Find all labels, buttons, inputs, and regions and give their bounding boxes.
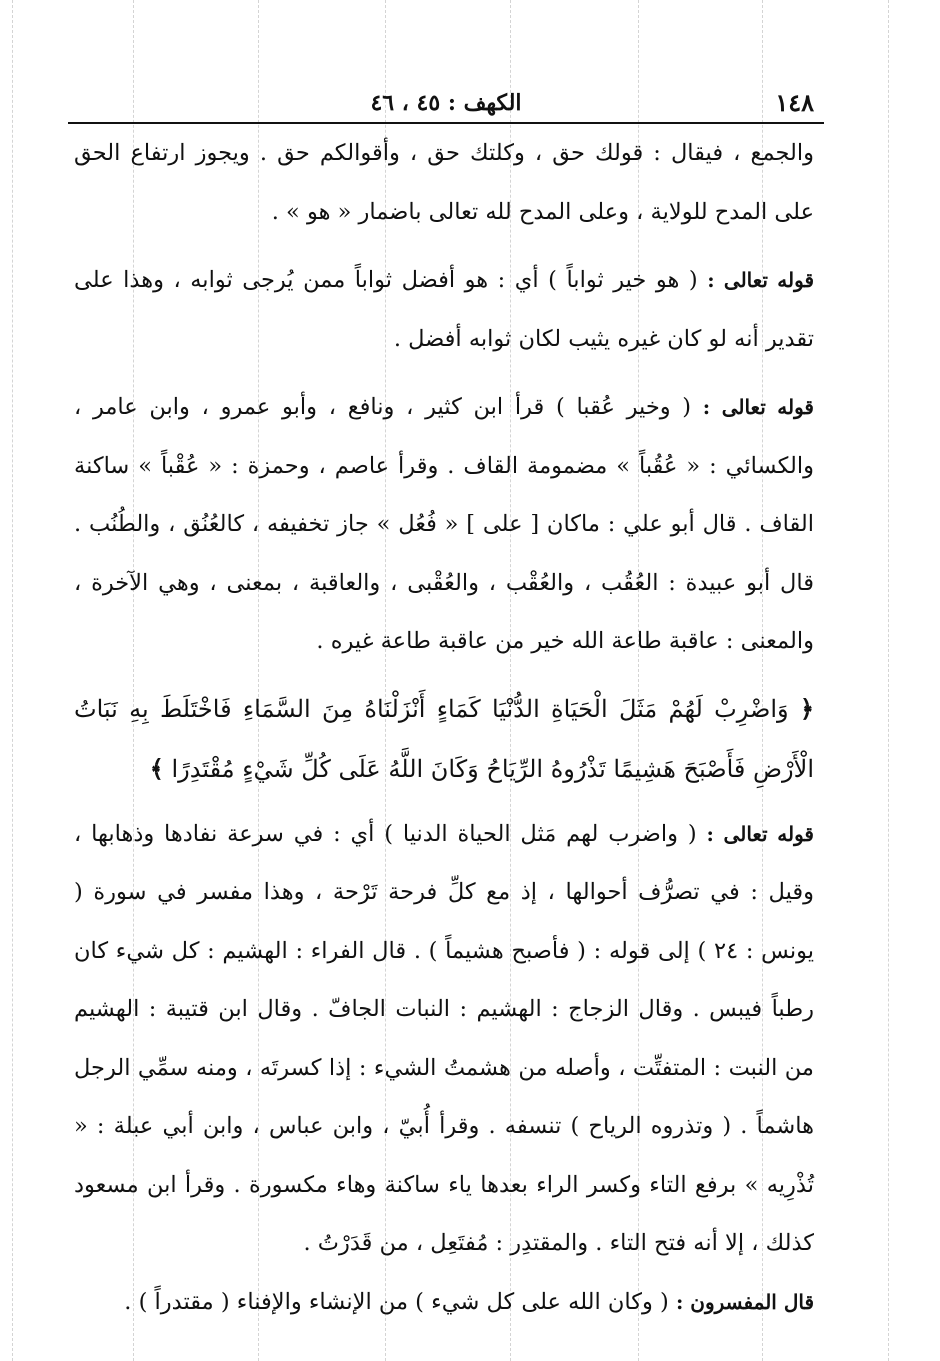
verse-text: وَاضْرِبْ لَهُمْ مَثَلَ الْحَيَاةِ الدُّنْيَا كَمَاءٍ أَنْزَلْنَاهُ مِنَ السَّمَاءِ فَاخْتَلَطَ بِهِ نَبَاتُ الْأَرْضِ فَأَصْبَحَ هَشِيمًا تَذْرُوهُ الرِّيَاحُ وَكَانَ اللَّهُ عَلَى كُلِّ شَيْءٍ مُقْتَدِرًا: [74, 694, 814, 783]
book-page: [68, 80, 824, 1331]
page-body: [68, 124, 824, 1331]
paragraph: [74, 124, 814, 241]
guide-line: [888, 0, 889, 1361]
paragraph: [74, 378, 814, 671]
paragraph-text: ( وكان الله على كل شيء ) من الإنشاء والإفناء ( مقتدراً ) .: [124, 1288, 669, 1315]
paragraph-lead: قوله تعالى :: [707, 268, 815, 292]
paragraph: [74, 805, 814, 1273]
paragraph-lead: قال المفسرون :: [675, 1289, 814, 1314]
paragraph-text: والجمع ، فيقال : قولك حق ، وكلتك حق ، وأقوالكم حق . ويجوز ارتفاع الحق على المدح للولاية ، وعلى المدح لله تعالى باضمار « هو » .: [74, 140, 814, 225]
page-number: ١٤٨: [775, 88, 814, 117]
paragraph-text: ( وخير عُقبا ) قرأ ابن كثير ، ونافع ، وأبو عمرو ، وابن عامر ، والكسائي : « عُقُباً » مضمومة القاف . وقرأ عاصم ، وحمزة : « عُقْباً » ساكنة القاف . قال أبو علي : ماكان [ على ] « فُعُل » جاز تخفيفه ، كالعُنُق ، والطُنُب . قال أبو عبيدة : العُقُب ، والعُقْب ، والعُقْبى ، والعاقبة ، بمعنى ، وهي الآخرة ، والمعنى : عاقبة طاعة الله خير من عاقبة طاعة غيره .: [74, 394, 814, 654]
running-title: الكهف : ٤٥ ، ٤٦: [370, 90, 522, 116]
verse-open-bracket: ﴿: [799, 693, 814, 723]
paragraph: [74, 1273, 814, 1332]
paragraph-text: ( واضرب لهم مَثل الحياة الدنيا ) أي : في سرعة نفادها وذهابها ، وقيل : في تصرُّف أحوالها ، إذ مع كلِّ فرحة تَرْحة ، وهذا مفسر في سورة ( يونس : ٢٤ ) إلى قوله : ( فأصبح هشيماً ) . قال الفراء : الهشيم : كل شيء كان رطباً فيبس . وقال الزجاج : الهشيم : النبات الجافّ . وقال ابن قتيبة : الهشيم من النبت : المتفتِّت ، وأصله من هشمتُ الشيء : إذا كسرتَه ، ومنه سمِّي الرجل هاشماً . ( وتذروه الرياح ) تنسفه . وقرأ أُبيّ ، وابن عباس ، وابن أبي عبلة : « تُذْرِيه » برفع التاء وكسر الراء بعدها ياء ساكنة وهاء مكسورة . وقرأ ابن مسعود كذلك ، إلا أنه فتح التاء . والمقتدِر : مُفتَعِل ، من قَدَرْتُ .: [74, 820, 814, 1256]
guide-line: [12, 0, 13, 1361]
paragraph: [74, 251, 814, 368]
quran-verse: [74, 679, 814, 799]
paragraph-lead: قوله تعالى :: [706, 821, 814, 846]
page-header: [68, 80, 824, 124]
paragraph-text: ( هو خير ثواباً ) أي : هو أفضل ثواباً ممن يُرجى ثوابه ، وهذا على تقدير أنه لو كان غيره يثيب لكان ثوابه أفضل .: [74, 267, 814, 352]
paragraph-lead: قوله تعالى :: [702, 395, 814, 419]
verse-close-bracket: ﴾: [149, 753, 164, 783]
